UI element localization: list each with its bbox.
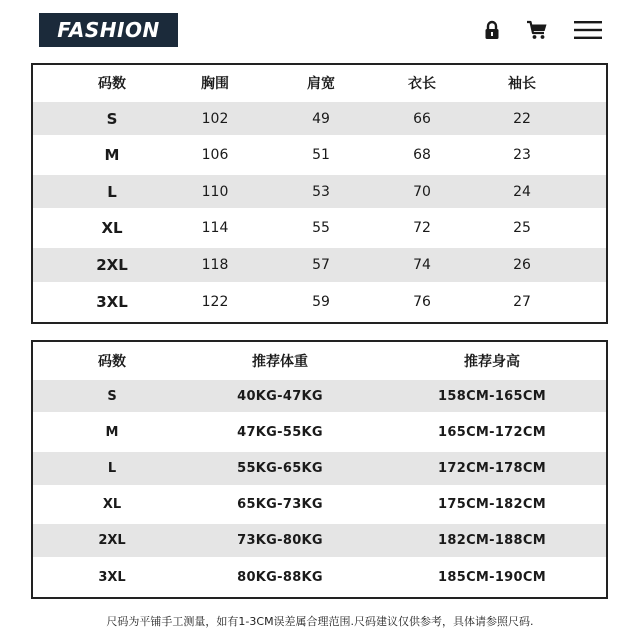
weight-cell: 80KG-88KG xyxy=(237,569,323,585)
value-cell: 76 xyxy=(413,294,431,310)
height-cell: 158CM-165CM xyxy=(438,388,546,404)
value-cell: 53 xyxy=(312,183,330,200)
height-cell: 172CM-178CM xyxy=(438,461,546,476)
value-cell: 118 xyxy=(201,257,229,273)
value-cell: 24 xyxy=(513,183,531,200)
size-cell: S xyxy=(106,109,118,128)
value-cell: 70 xyxy=(413,183,431,200)
size-cell: 3XL xyxy=(96,293,128,311)
value-cell: 122 xyxy=(201,294,229,310)
size-cell: M xyxy=(105,424,119,440)
table-header-row xyxy=(33,342,606,379)
header-cell: 肩宽 xyxy=(307,76,335,92)
size-cell: S xyxy=(107,388,117,404)
header-cell: 推荐身高 xyxy=(464,353,520,370)
value-cell: 72 xyxy=(413,220,431,236)
table-row xyxy=(33,412,606,452)
table-row xyxy=(33,102,606,135)
value-cell: 51 xyxy=(312,147,330,163)
table-row xyxy=(33,208,606,248)
table-row xyxy=(33,452,606,485)
weight-cell: 40KG-47KG xyxy=(237,388,323,404)
brand-logo[interactable]: FASHION xyxy=(39,13,178,47)
header-cell: 码数 xyxy=(98,353,126,370)
value-cell: 102 xyxy=(201,110,229,127)
height-cell: 182CM-188CM xyxy=(438,533,546,548)
value-cell: 110 xyxy=(201,183,229,200)
size-cell: 2XL xyxy=(96,256,128,274)
size-cell: L xyxy=(107,461,117,476)
measurement-note: 尺码为平铺手工测量，如有1-3CM误差属合理范围.尺码建议仅供参考，具体请参照尺码. xyxy=(106,615,534,628)
value-cell: 57 xyxy=(312,257,330,273)
value-cell: 106 xyxy=(201,147,229,163)
weight-cell: 47KG-55KG xyxy=(237,424,323,440)
size-cell: L xyxy=(107,182,117,201)
cart-icon[interactable] xyxy=(524,18,550,42)
table-row xyxy=(33,282,606,322)
size-cell: 2XL xyxy=(98,533,126,548)
value-cell: 22 xyxy=(513,110,531,127)
size-cell: XL xyxy=(101,219,123,237)
size-cell: 3XL xyxy=(98,569,126,585)
table-header-row xyxy=(33,65,606,101)
weight-cell: 65KG-73KG xyxy=(237,497,323,512)
header-cell: 袖长 xyxy=(508,76,536,92)
value-cell: 55 xyxy=(312,220,330,236)
header-cell: 胸围 xyxy=(201,76,229,92)
value-cell: 23 xyxy=(513,147,531,163)
header-cell: 推荐体重 xyxy=(252,353,308,370)
size-table xyxy=(31,63,608,324)
value-cell: 74 xyxy=(413,257,431,273)
height-cell: 165CM-172CM xyxy=(438,424,546,440)
weight-cell: 73KG-80KG xyxy=(237,533,323,548)
header-cell: 衣长 xyxy=(408,76,436,92)
value-cell: 66 xyxy=(413,110,431,127)
size-cell: XL xyxy=(102,497,122,512)
value-cell: 27 xyxy=(513,294,531,310)
height-cell: 185CM-190CM xyxy=(438,569,546,585)
value-cell: 59 xyxy=(312,294,330,310)
table-row xyxy=(33,557,606,597)
value-cell: 25 xyxy=(513,220,531,236)
table-row xyxy=(33,380,606,412)
table-row xyxy=(33,248,606,282)
recommend-table xyxy=(31,340,608,599)
menu-icon[interactable] xyxy=(573,18,603,42)
header-cell: 码数 xyxy=(98,76,126,92)
height-cell: 175CM-182CM xyxy=(438,497,546,512)
weight-cell: 55KG-65KG xyxy=(237,461,323,476)
value-cell: 26 xyxy=(513,257,531,273)
table-row xyxy=(33,524,606,557)
value-cell: 49 xyxy=(312,110,330,127)
value-cell: 114 xyxy=(201,220,229,236)
value-cell: 68 xyxy=(413,147,431,163)
size-cell: M xyxy=(104,146,120,164)
table-row xyxy=(33,485,606,524)
table-row xyxy=(33,135,606,175)
table-row xyxy=(33,175,606,208)
lock-icon[interactable] xyxy=(482,18,502,42)
